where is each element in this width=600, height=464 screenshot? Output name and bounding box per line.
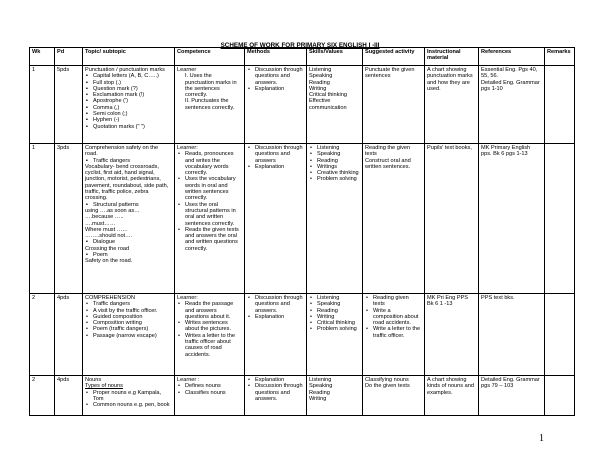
list-item: ▪ Dialogue bbox=[92, 239, 172, 245]
list-item: • Reads the passage and answers questions about it. bbox=[184, 301, 242, 320]
cell-material: A chart showing punctuation marks and how they are used. bbox=[425, 66, 479, 144]
activity-line: Construct oral and written sentences. bbox=[365, 157, 411, 170]
vocabulary: Vocabulary- bend crossroads, cyclist, first aid, hand signal, junction, motorist, pedestrians, pavement, roundabout, side path, traffic, traffic police, zebra crossing. bbox=[85, 163, 169, 202]
list-item: ▪ Question mark (?) bbox=[92, 86, 172, 92]
topic-list bbox=[85, 202, 172, 208]
cell-references: MK Primary English pps. Bk 6 pgs 1-13 bbox=[479, 144, 545, 294]
list-item: • Discussion through questions and answers. bbox=[254, 295, 304, 314]
activity-list bbox=[365, 295, 422, 339]
list-item: • Common nouns e.g. pen, book bbox=[92, 402, 172, 408]
pattern-line: Where must …… bbox=[85, 226, 128, 233]
list-item: • Explanation bbox=[254, 164, 304, 170]
pattern-line: ……..should not…. bbox=[85, 233, 133, 240]
cell-remarks bbox=[545, 66, 575, 144]
topic-list bbox=[85, 252, 172, 258]
cell-competence bbox=[175, 294, 245, 376]
topic-title: Comprehension safety on the road. bbox=[85, 145, 159, 158]
cell-topic bbox=[83, 144, 175, 294]
list-item: • Composition writing bbox=[92, 320, 172, 326]
list-item: • Writes sentences about the pictures. bbox=[184, 320, 242, 333]
cell-competence bbox=[175, 376, 245, 416]
table-row bbox=[30, 66, 575, 144]
page-number: 1 bbox=[539, 433, 544, 444]
cell-skills bbox=[307, 294, 363, 376]
cell-wk: 1 bbox=[30, 144, 55, 294]
list-item: • Reads, pronounces and writes the vocabulary words correctly. bbox=[184, 151, 242, 176]
cell-wk: 2 bbox=[30, 376, 55, 416]
reference: Detailed Eng. Grammar pgs 1-10 bbox=[481, 79, 540, 92]
list-item: ▪ Traffic dangers bbox=[92, 158, 172, 164]
list-item: • Write a composition about road accidents. bbox=[372, 308, 422, 327]
list-item: • Uses the oral structural patterns in oral and written sentences correctly. bbox=[184, 202, 242, 227]
list-item: ▪ Exclamation mark (!) bbox=[92, 92, 172, 98]
pattern-line: ….because ….. bbox=[85, 214, 124, 221]
list-item: • Guided composition bbox=[92, 314, 172, 320]
list-item: • Listening bbox=[316, 295, 360, 301]
cell-references bbox=[479, 66, 545, 144]
cell-remarks bbox=[545, 294, 575, 376]
list-item: • Defines nouns bbox=[184, 383, 242, 389]
list-item: • Poem (traffic dangers) bbox=[92, 326, 172, 332]
competence-head: Learner: bbox=[177, 295, 198, 301]
list-item: ▪ Full stop (.) bbox=[92, 80, 172, 86]
list-item: • Critical thinking bbox=[316, 320, 360, 326]
list-item: ▪ Capital letters (A, B, C…..) bbox=[92, 73, 172, 79]
list-item: ▪ Semi colon (;) bbox=[92, 111, 172, 117]
skill: Reading bbox=[309, 389, 330, 396]
cell-wk: 1 bbox=[30, 66, 55, 144]
cell-pd: 5pds bbox=[55, 66, 83, 144]
competence-list bbox=[177, 301, 242, 358]
cell-references: Detailed Eng. Grammar pgs 79 – 103 bbox=[479, 376, 545, 416]
list-item: • Discussion through questions and answers bbox=[254, 145, 304, 164]
topic-list bbox=[85, 73, 172, 130]
list-item: ▪ Poem bbox=[92, 252, 172, 258]
list-item: • Classifies nouns bbox=[184, 390, 242, 396]
cell-skills bbox=[307, 66, 363, 144]
skill: Writing bbox=[309, 85, 327, 92]
list-item: • Uses the vocabulary words in oral and written sentences correctly. bbox=[184, 176, 242, 201]
cell-activity: Punctuate the given sentences bbox=[363, 66, 425, 144]
cell-methods bbox=[245, 376, 307, 416]
list-item: • Passage (narrow escape) bbox=[92, 333, 172, 339]
list-item: • Speaking bbox=[316, 151, 360, 157]
list-item: • Reading bbox=[316, 308, 360, 314]
list-item: • Problem solving bbox=[316, 176, 360, 182]
list-item: • Proper nouns e.g Kampala, Tom bbox=[92, 390, 172, 403]
cell-activity: Classifying nouns Do the given texts bbox=[363, 376, 425, 416]
competence-head: Learner bbox=[177, 67, 197, 73]
cell-topic bbox=[83, 294, 175, 376]
skills-list bbox=[309, 295, 360, 333]
cell-references: PPS text bks. bbox=[479, 294, 545, 376]
competence-head: Learner: bbox=[177, 145, 198, 151]
topic-list bbox=[85, 158, 172, 164]
list-item: ▪ Hyphen (-) bbox=[92, 117, 172, 123]
list-item: ▪ Quotation marks (" ") bbox=[92, 124, 172, 130]
skill: Listening bbox=[309, 377, 332, 383]
cell-wk: 2 bbox=[30, 294, 55, 376]
list-item: ▪ Structural patterns bbox=[92, 202, 172, 208]
cell-material: Pupils' text books, bbox=[425, 144, 479, 294]
activity-line: Reading the given texts bbox=[365, 145, 411, 158]
skill: Speaking bbox=[309, 73, 333, 80]
reference: Essential Eng. Pgs 40, 55, 56. bbox=[481, 67, 538, 80]
pattern-line: ….must…… bbox=[85, 220, 116, 227]
topic-list bbox=[85, 390, 172, 409]
list-item: • Discussion through questions and answers. bbox=[254, 67, 304, 86]
header-material: Instructional material bbox=[425, 48, 479, 66]
list-item: • Explanation bbox=[254, 314, 304, 320]
list-item: • A visit by the traffic officer. bbox=[92, 308, 172, 314]
list-item: • Writes a letter to the traffic officer about causes of road accidents. bbox=[184, 333, 242, 358]
list-item: • Discussion through questions and answers. bbox=[254, 383, 304, 402]
topic-title: Nouns bbox=[85, 377, 102, 383]
list-item: • Reading bbox=[316, 158, 360, 164]
competence-list bbox=[177, 383, 242, 396]
header-skills: Skills/Values bbox=[307, 48, 363, 66]
cell-competence bbox=[175, 66, 245, 144]
list-item: • Writing bbox=[316, 314, 360, 320]
header-pd: Pd bbox=[55, 48, 83, 66]
table-row bbox=[30, 294, 575, 376]
skill: Critical thinking bbox=[309, 92, 347, 99]
cell-activity bbox=[363, 144, 425, 294]
dialogue-title: Crossing the road bbox=[85, 245, 130, 252]
table-row bbox=[30, 376, 575, 416]
cell-skills bbox=[307, 376, 363, 416]
list-item: • Reads the given texts and answers the oral and written questions correctly. bbox=[184, 227, 242, 252]
cell-pd: 3pds bbox=[55, 144, 83, 294]
topic-list bbox=[85, 239, 172, 245]
list-item: • Reading given texts bbox=[372, 295, 422, 308]
header-row bbox=[30, 48, 575, 66]
cell-pd: 4pds bbox=[55, 294, 83, 376]
list-item: • Explanation bbox=[254, 377, 304, 383]
poem-title: Safety on the road. bbox=[85, 258, 133, 265]
skill: Writing bbox=[309, 395, 327, 402]
cell-material: A chart showing kinds of nouns and examples. bbox=[425, 376, 479, 416]
skills-list bbox=[309, 145, 360, 183]
pattern-line: using ….as soon as… bbox=[85, 207, 140, 214]
topic-title: Punctuation / punctuation marks bbox=[85, 67, 165, 73]
cell-competence bbox=[175, 144, 245, 294]
list-item: • Speaking bbox=[316, 301, 360, 307]
skill: Listening bbox=[309, 67, 332, 73]
header-topic: Topic/ subtopic bbox=[83, 48, 175, 66]
cell-skills bbox=[307, 144, 363, 294]
list-item: • Problem solving bbox=[316, 326, 360, 332]
list-item: • Creative thinking bbox=[316, 170, 360, 176]
skill: Speaking bbox=[309, 383, 333, 390]
competence-list bbox=[177, 151, 242, 252]
cell-material: MK Pri Eng PPS Bk 6 1 -13 bbox=[425, 294, 479, 376]
list-item: ▪ Apostrophe (') bbox=[92, 98, 172, 104]
competence-line: II. Punctuates the sentences correctly. bbox=[185, 98, 235, 111]
header-methods: Methods bbox=[245, 48, 307, 66]
cell-methods bbox=[245, 294, 307, 376]
header-wk: Wk bbox=[30, 48, 55, 66]
cell-activity bbox=[363, 294, 425, 376]
methods-list bbox=[247, 145, 304, 170]
list-item: • Explanation bbox=[254, 86, 304, 92]
competence-line: I. Uses the punctuation marks in the sentences correctly. bbox=[185, 73, 237, 99]
skill: Reading bbox=[309, 79, 330, 86]
methods-list bbox=[247, 295, 304, 320]
header-remarks: Remarks bbox=[545, 48, 575, 66]
competence-head: Learner : bbox=[177, 377, 200, 383]
topic-title: COMPREHENSION bbox=[85, 295, 136, 301]
topic-subtitle: Types of nouns bbox=[85, 383, 123, 390]
cell-remarks bbox=[545, 376, 575, 416]
list-item: • Writings bbox=[316, 164, 360, 170]
header-activity: Suggested activity bbox=[363, 48, 425, 66]
topic-list bbox=[85, 301, 172, 339]
list-item: • Write a letter to the traffic officer. bbox=[372, 326, 422, 339]
page-title: SCHEME OF WORK FOR PRIMARY SIX ENGLISH I -III bbox=[220, 42, 380, 49]
header-competence: Competence bbox=[175, 48, 245, 66]
cell-topic bbox=[83, 66, 175, 144]
cell-methods bbox=[245, 144, 307, 294]
table-row bbox=[30, 144, 575, 294]
header-references: References bbox=[479, 48, 545, 66]
list-item: • Traffic dangers bbox=[92, 301, 172, 307]
cell-remarks bbox=[545, 144, 575, 294]
cell-methods bbox=[245, 66, 307, 144]
methods-list bbox=[247, 67, 304, 92]
cell-topic bbox=[83, 376, 175, 416]
list-item: ▪ Comma (,) bbox=[92, 105, 172, 111]
skill: Effective communication bbox=[309, 98, 347, 111]
methods-list bbox=[247, 377, 304, 402]
cell-pd: 4pds bbox=[55, 376, 83, 416]
list-item: • Listening bbox=[316, 145, 360, 151]
scheme-table bbox=[29, 47, 575, 416]
